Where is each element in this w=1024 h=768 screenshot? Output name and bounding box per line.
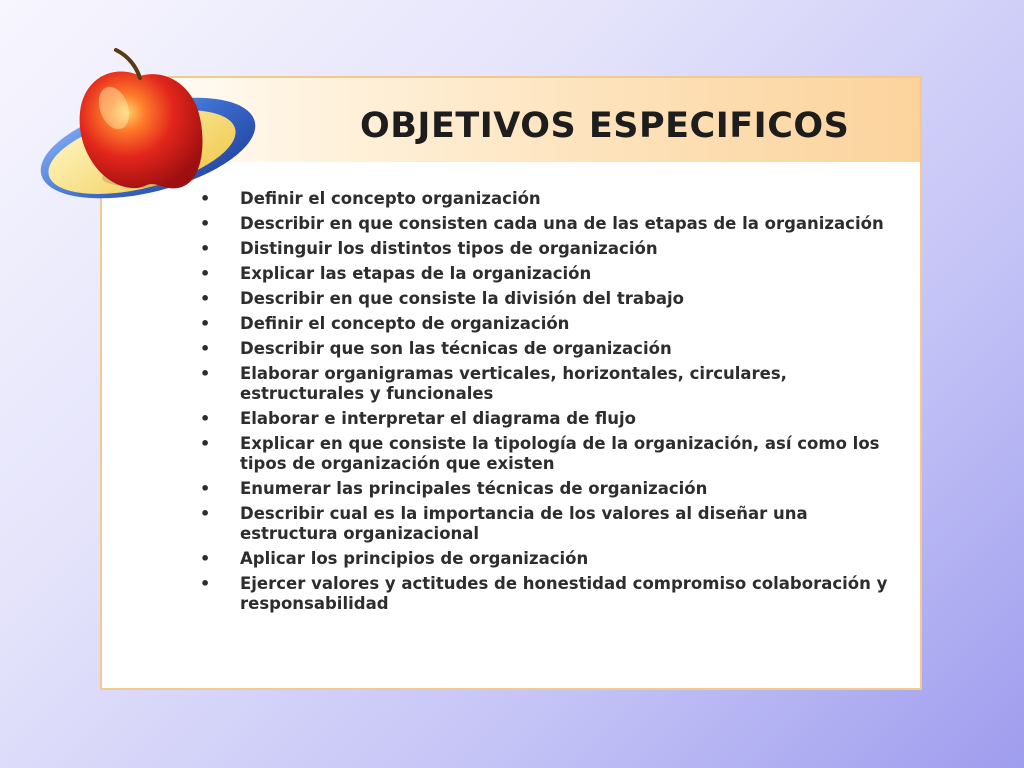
bullet-icon: • [200, 314, 211, 333]
objective-item [198, 339, 908, 359]
apple-icon [36, 46, 264, 206]
objective-item [198, 549, 908, 569]
objective-text: Describir en que consiste la división del trabajo [240, 289, 685, 308]
objective-item [198, 214, 908, 234]
bullet-icon: • [200, 574, 211, 593]
objective-item [198, 409, 908, 429]
bullet-icon: • [200, 289, 211, 308]
bullet-icon: • [200, 239, 211, 258]
objective-text: Ejercer valores y actitudes de honestidad compromiso colaboración y responsabilidad [240, 574, 888, 613]
objective-item [198, 239, 908, 259]
objective-text: Distinguir los distintos tipos de organización [240, 239, 658, 258]
bullet-icon: • [200, 434, 211, 453]
objective-item [198, 189, 908, 209]
objective-text: Elaborar organigramas verticales, horizontales, circulares, estructurales y funcionales [240, 364, 787, 403]
objective-item [198, 504, 908, 544]
objective-item [198, 314, 908, 334]
objective-text: Definir el concepto de organización [240, 314, 570, 333]
objective-text: Explicar en que consiste la tipología de la organización, así como los tipos de organización que existen [240, 434, 880, 473]
objective-item [198, 364, 908, 404]
objective-item [198, 264, 908, 284]
bullet-icon: • [200, 189, 211, 208]
objective-text: Elaborar e interpretar el diagrama de flujo [240, 409, 637, 428]
bullet-icon: • [200, 364, 211, 383]
objective-text: Explicar las etapas de la organización [240, 264, 592, 283]
objective-text: Definir el concepto organización [240, 189, 541, 208]
objective-text: Describir en que consisten cada una de las etapas de la organización [240, 214, 884, 233]
objective-text: Aplicar los principios de organización [240, 549, 589, 568]
slide-title: OBJETIVOS ESPECIFICOS [360, 106, 850, 146]
bullet-icon: • [200, 409, 211, 428]
bullet-icon: • [200, 549, 211, 568]
objective-item [198, 434, 908, 474]
bullet-icon: • [200, 504, 211, 523]
objective-item [198, 479, 908, 499]
bullet-icon: • [200, 339, 211, 358]
bullet-icon: • [200, 214, 211, 233]
objectives-list [198, 189, 908, 619]
objective-text: Enumerar las principales técnicas de organización [240, 479, 708, 498]
objective-item [198, 574, 908, 614]
bullet-icon: • [200, 479, 211, 498]
objective-text: Describir cual es la importancia de los valores al diseñar una estructura organizacional [240, 504, 808, 543]
objective-text: Describir que son las técnicas de organización [240, 339, 672, 358]
bullet-icon: • [200, 264, 211, 283]
objective-item [198, 289, 908, 309]
